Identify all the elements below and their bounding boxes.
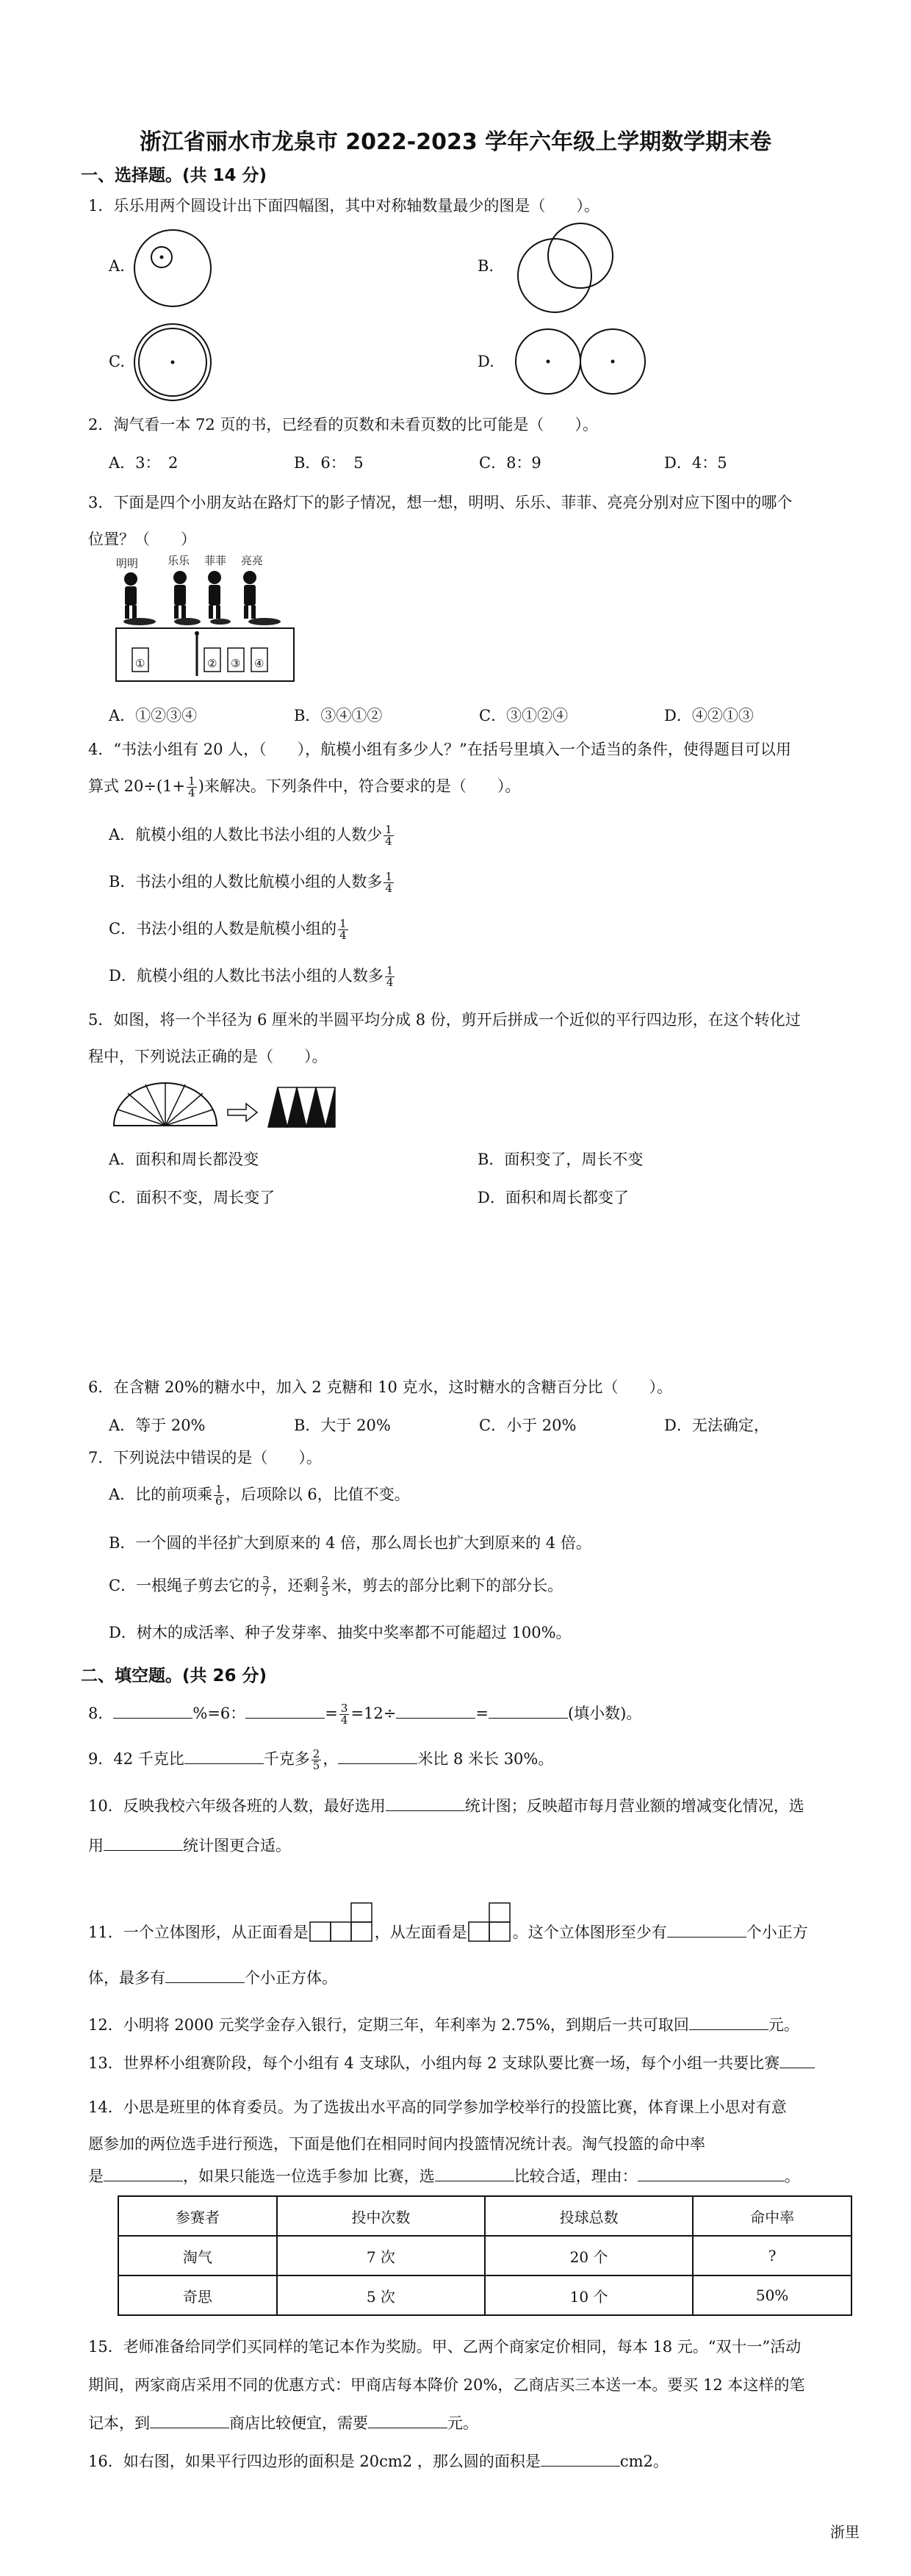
q15-text-line1: 15．老师准备给同学们买同样的笔记本作为奖励。甲、乙两个商家定价相同，每本 18 元。“双十一”活动	[88, 2338, 802, 2356]
q14-stats-table	[118, 2195, 852, 2316]
q11-blank-1[interactable]	[667, 1924, 746, 1938]
q1-option-b-label: B.	[478, 257, 494, 275]
q8-blank-4[interactable]	[489, 1705, 568, 1719]
table-header-cell: 命中率	[693, 2196, 851, 2236]
footer-mark: 浙里	[830, 2523, 860, 2541]
table-cell: 奇思	[118, 2275, 277, 2315]
q14-text-line1: 14．小思是班里的体育委员。为了选拔出水平高的同学参加学校举行的投篮比赛，体育课上小思对有意	[88, 2098, 787, 2116]
q8-blank-3[interactable]	[396, 1705, 475, 1719]
table-header-cell: 投中次数	[277, 2196, 485, 2236]
q2-option-d: D．4：5	[664, 454, 727, 472]
q4-option-a: A．航模小组的人数比书法小组的人数少 $\frac{1}{4}$	[109, 823, 392, 848]
q12-text: 12．小明将 2000 元奖学金存入银行，定期三年，年利率为 2.75%，到期后一共可取回 元。	[88, 2016, 799, 2034]
q5-option-a: A．面积和周长都没变	[109, 1151, 259, 1168]
q9-blank-2[interactable]	[338, 1750, 417, 1764]
table-header-cell: 投球总数	[485, 2196, 693, 2236]
q2-text: 2．淘气看一本 72 页的书，已经看的页数和未看页数的比可能是（ ）。	[88, 416, 598, 433]
section-heading-fill: 二、填空题。(共 26 分)	[81, 1666, 267, 1685]
q11-left-view	[467, 1902, 513, 1943]
q1-option-a-label: A.	[109, 257, 125, 275]
q2-option-b: B．6： 5	[294, 454, 364, 472]
q3-box-3: ③	[231, 657, 241, 670]
q1-text: 1．乐乐用两个圆设计出下面四幅图，其中对称轴数量最少的图是（ ）。	[88, 197, 599, 215]
table-header-row	[118, 2196, 851, 2236]
section-heading-choice: 一、选择题。(共 14 分)	[81, 166, 267, 185]
table-cell: 50%	[693, 2275, 851, 2315]
q9-text: 9．42 千克比 千克多 $\frac{2}{5}$ ， 米比 8 米长 30%。	[88, 1747, 554, 1772]
q14-blank-1[interactable]	[104, 2167, 183, 2181]
q9-blank-1[interactable]	[184, 1750, 264, 1764]
q3-option-a: A．①②③④	[109, 707, 198, 724]
q10-blank-1[interactable]	[386, 1797, 465, 1811]
table-row	[118, 2236, 851, 2275]
q3-option-c: C．③①②④	[479, 707, 569, 724]
q7-option-b: B．一个圆的半径扩大到原来的 4 倍，那么周长也扩大到原来的 4 倍。	[109, 1534, 591, 1552]
q15-blank-2[interactable]	[368, 2414, 447, 2428]
q1-figure-a	[132, 228, 213, 309]
q14-blank-2[interactable]	[435, 2167, 514, 2181]
q6-option-c: C．小于 20%	[479, 1417, 577, 1434]
table-header-cell: 参赛者	[118, 2196, 277, 2236]
q10-blank-2[interactable]	[104, 1837, 183, 1851]
q1-figure-c	[132, 322, 213, 403]
q6-option-b: B．大于 20%	[294, 1417, 391, 1434]
q12-blank[interactable]	[689, 2016, 768, 2030]
q6-option-d: D．无法确定，	[664, 1417, 769, 1434]
q15-text-line3: 记本，到 商店比较便宜，需要 元。	[88, 2414, 478, 2432]
q5-text-line2: 程中，下列说法正确的是（ ）。	[88, 1048, 328, 1065]
q11-front-view	[309, 1902, 375, 1943]
q13-blank[interactable]	[779, 2054, 815, 2068]
q3-box-4: ④	[254, 657, 264, 670]
q10-text-line1: 10．反映我校六年级各班的人数，最好选用 统计图；反映超市每月营业额的增减变化情况，选	[88, 1797, 804, 1815]
q3-option-b: B．③④①②	[294, 707, 383, 724]
table-cell: ?	[693, 2236, 851, 2275]
q11-text-line1: 11．一个立体图形，从正面看是 ，从左面看是 。这个立体图形至少有 个小正方	[88, 1902, 808, 1943]
q8-blank-2[interactable]	[245, 1705, 325, 1719]
q8-blank-1[interactable]	[113, 1705, 192, 1719]
q3-name-mingming: 明明	[116, 557, 139, 570]
q11-text-line2: 体，最多有 个小正方体。	[88, 1969, 337, 1987]
q5-semicircle-figure	[110, 1080, 345, 1132]
q7-option-a: A．比的前项乘 $\frac{1}{6}$ ，后项除以 6，比值不变。	[109, 1483, 410, 1508]
q8-text: 8． %=6： = $\frac{3}{4}$ =12÷ = (填小数)。	[88, 1702, 642, 1727]
table-cell: 5 次	[277, 2275, 485, 2315]
q4-option-c: C．书法小组的人数是航模小组的 $\frac{1}{4}$	[109, 917, 347, 942]
q2-option-a: A．3： 2	[109, 454, 179, 472]
q4-text-line1: 4．“书法小组有 20 人，（ ），航模小组有多少人？”在括号里填入一个适当的条件，使得题目可以用	[88, 741, 791, 758]
q3-text-line2: 位置？（ ）	[88, 530, 196, 548]
q11-blank-2[interactable]	[165, 1969, 245, 1983]
q16-blank[interactable]	[541, 2453, 620, 2467]
q3-lamp-figure	[110, 566, 301, 691]
q4-fraction: $\frac{1}{4}$	[188, 774, 195, 799]
q7-option-d: D．树木的成活率、种子发芽率、抽奖中奖率都不可能超过 100%。	[109, 1624, 572, 1641]
q4-text-line2	[88, 774, 520, 799]
q10-text-line2: 用 统计图更合适。	[88, 1837, 291, 1854]
q7-text: 7．下列说法中错误的是（ ）。	[88, 1449, 322, 1467]
q7-option-c: C．一根绳子剪去它的 $\frac{3}{7}$ ，还剩 $\frac{2}{5}$ 米，剪去的部分比剩下的部分长。	[109, 1574, 563, 1599]
q14-blank-3[interactable]	[638, 2167, 785, 2181]
q5-text-line1: 5．如图，将一个半径为 6 厘米的半圆平均分成 8 份，剪开后拼成一个近似的平行四边形，在这个转化过	[88, 1011, 801, 1029]
q3-name-feifei: 菲菲	[204, 554, 227, 567]
q1-option-d-label: D.	[478, 353, 494, 370]
q4-option-b: B．书法小组的人数比航模小组的人数多 $\frac{1}{4}$	[109, 870, 392, 895]
q4-option-d: D．航模小组的人数比书法小组的人数多 $\frac{1}{4}$	[109, 964, 394, 989]
q3-option-d: D．④②①③	[664, 707, 754, 724]
table-cell: 7 次	[277, 2236, 485, 2275]
q5-option-b: B．面积变了，周长不变	[478, 1151, 644, 1168]
q15-blank-1[interactable]	[150, 2414, 229, 2428]
q14-text-line2: 愿参加的两位选手进行预选，下面是他们在相同时间内投篮情况统计表。淘气投篮的命中率	[88, 2135, 705, 2153]
q16-text: 16．如右图，如果平行四边形的面积是 20cm2 ，那么圆的面积是 cm2。	[88, 2453, 669, 2470]
q1-figure-d	[514, 325, 647, 398]
q1-figure-b	[514, 220, 624, 316]
q15-text-line2: 期间，两家商店采用不同的优惠方式：甲商店每本降价 20%，乙商店买三本送一本。要买 12 本这样的笔	[88, 2376, 805, 2394]
q1-option-c-label: C.	[109, 353, 125, 370]
table-row	[118, 2275, 851, 2315]
table-cell: 20 个	[485, 2236, 693, 2275]
q3-name-lele: 乐乐	[168, 554, 190, 567]
q14-text-line3: 是 ，如果只能选一位选手参加 比赛，选 比较合适，理由： 。	[88, 2167, 800, 2185]
table-cell: 10 个	[485, 2275, 693, 2315]
q3-box-1: ①	[135, 657, 145, 670]
q5-option-c: C．面积不变，周长变了	[109, 1189, 276, 1206]
q6-option-a: A．等于 20%	[109, 1417, 206, 1434]
page-title: 浙江省丽水市龙泉市 2022-2023 学年六年级上学期数学期末卷	[139, 129, 772, 155]
q4-line2-part1: 算式 20÷(1+	[88, 777, 186, 795]
q5-option-d: D．面积和周长都变了	[478, 1189, 629, 1206]
q4-line2-part2: )来解决。下列条件中，符合要求的是（ ）。	[198, 777, 521, 795]
q2-option-c: C．8：9	[479, 454, 541, 472]
table-cell: 淘气	[118, 2236, 277, 2275]
q3-name-liangliang: 亮亮	[241, 554, 264, 567]
q3-text-line1: 3．下面是四个小朋友站在路灯下的影子情况，想一想，明明、乐乐、菲菲、亮亮分别对应下图中的哪个	[88, 494, 793, 511]
q6-text: 6．在含糖 20%的糖水中，加入 2 克糖和 10 克水，这时糖水的含糖百分比（ ）。	[88, 1378, 672, 1396]
q3-box-2: ②	[207, 657, 217, 670]
q13-text: 13．世界杯小组赛阶段，每个小组有 4 支球队，小组内每 2 支球队要比赛一场，每个小组一共要比赛	[88, 2051, 815, 2073]
